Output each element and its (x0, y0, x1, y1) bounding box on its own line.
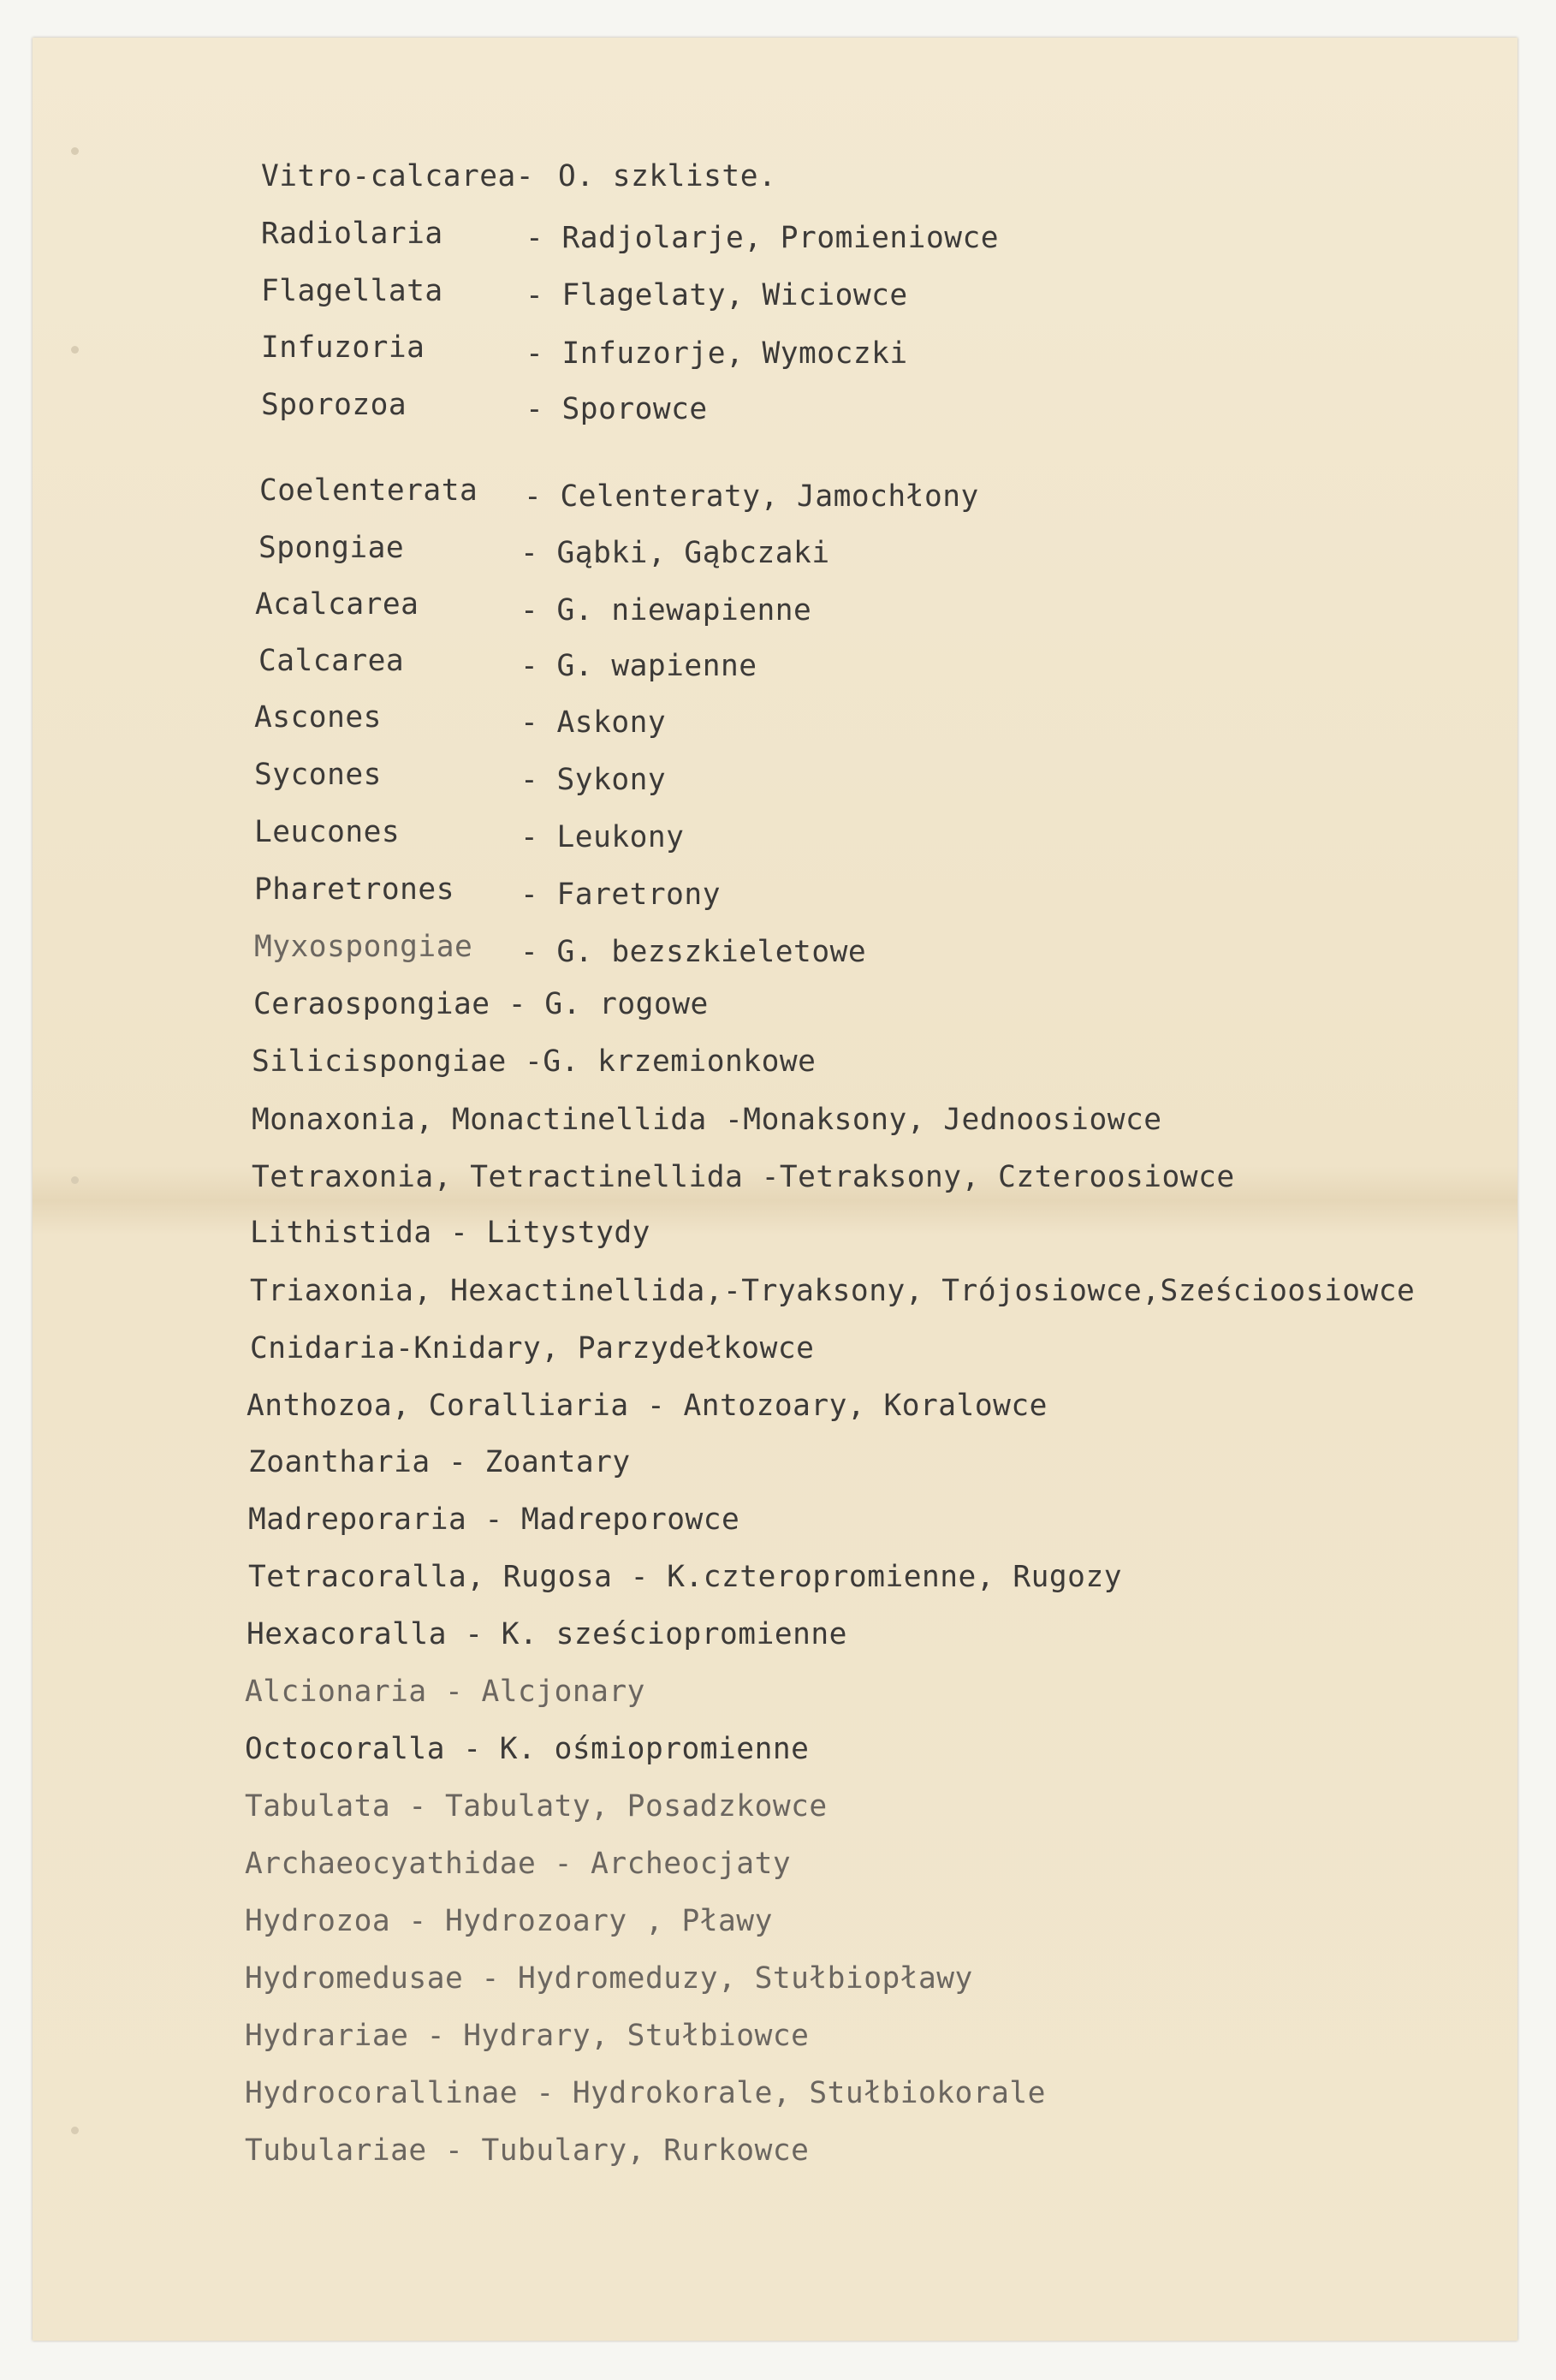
translation: - Faretrony (520, 878, 721, 912)
entry-line: Silicispongiae -G. krzemionkowe (252, 1044, 817, 1079)
term: Acalcarea (255, 587, 419, 622)
term: Leucones (254, 815, 401, 849)
entry-line: Tetracoralla, Rugosa - K.czteropromienne, Rugozy (248, 1560, 1122, 1594)
term: Flagellata (261, 274, 443, 308)
term: Calcarea (258, 644, 405, 678)
translation: - Leukony (520, 820, 685, 854)
punch-hole (71, 346, 79, 354)
translation: O. szkliste. (558, 159, 777, 193)
term: Ascones (254, 700, 382, 735)
entry-line: Tubulariae - Tubulary, Rurkowce (245, 2133, 810, 2168)
entry-line: Madreporaria - Madreporowce (248, 1502, 740, 1537)
translation: - Askony (520, 705, 667, 740)
entry-line: Hydrariae - Hydrary, Stułbiowce (245, 2019, 810, 2053)
entry-line: Monaxonia, Monactinellida -Monaksony, Jednoosiowce (252, 1103, 1162, 1137)
entry-line: Octocoralla - K. ośmiopromienne (245, 1732, 810, 1766)
entry-line: Ceraospongiae - G. rogowe (253, 987, 709, 1021)
entry-line: Archaeocyathidae - Archeocjaty (245, 1847, 792, 1881)
translation: - Sykony (520, 763, 667, 797)
entry-line: Hydromedusae - Hydromeduzy, Stułbiopławy (245, 1961, 973, 1996)
punch-hole (71, 147, 79, 155)
translation: - Sporowce (526, 392, 708, 426)
entry-line: Lithistida - Litystydy (250, 1216, 650, 1250)
translation: - Flagelaty, Wiciowce (526, 278, 908, 312)
entry-line: Triaxonia, Hexactinellida,-Tryaksony, Trójosiowce,Sześcioosiowce (250, 1274, 1416, 1308)
term: Spongiae (258, 531, 405, 565)
translation: - G. wapienne (520, 649, 757, 683)
translation: - Radjolarje, Promieniowce (526, 221, 1000, 255)
term: Vitro-calcarea- (261, 159, 535, 193)
translation: - G. bezszkieletowe (520, 935, 867, 969)
term: Infuzoria (261, 330, 425, 365)
entry-line: Tabulata - Tabulaty, Posadzkowce (245, 1789, 828, 1824)
translation: - Celenteraty, Jamochłony (524, 479, 979, 514)
punch-hole (71, 2127, 79, 2134)
entry-line: Zoantharia - Zoantary (248, 1445, 631, 1479)
punch-hole (71, 1176, 79, 1184)
entry-line: Alcionaria - Alcjonary (245, 1675, 645, 1709)
term: Sporozoa (261, 388, 407, 422)
term: Coelenterata (259, 473, 478, 508)
term: Sycones (254, 758, 382, 792)
entry-line: Anthozoa, Coralliaria - Antozoary, Koralowce (246, 1389, 1048, 1423)
translation: - Infuzorje, Wymoczki (526, 336, 908, 371)
translation: - Gąbki, Gąbczaki (520, 536, 830, 570)
translation: - G. niewapienne (520, 593, 812, 628)
entry-line: Tetraxonia, Tetractinellida -Tetraksony, Czteroosiowce (252, 1160, 1235, 1194)
entry-line: Hexacoralla - K. sześciopromienne (246, 1617, 847, 1651)
term: Pharetrones (254, 872, 454, 907)
entry-line: Hydrozoa - Hydrozoary , Pławy (245, 1904, 773, 1938)
entry-line: Cnidaria-Knidary, Parzydełkowce (250, 1331, 815, 1366)
entry-line: Hydrocorallinae - Hydrokorale, Stułbiokorale (245, 2076, 1046, 2110)
term: Radiolaria (261, 217, 443, 251)
term: Myxospongiae (254, 930, 473, 964)
